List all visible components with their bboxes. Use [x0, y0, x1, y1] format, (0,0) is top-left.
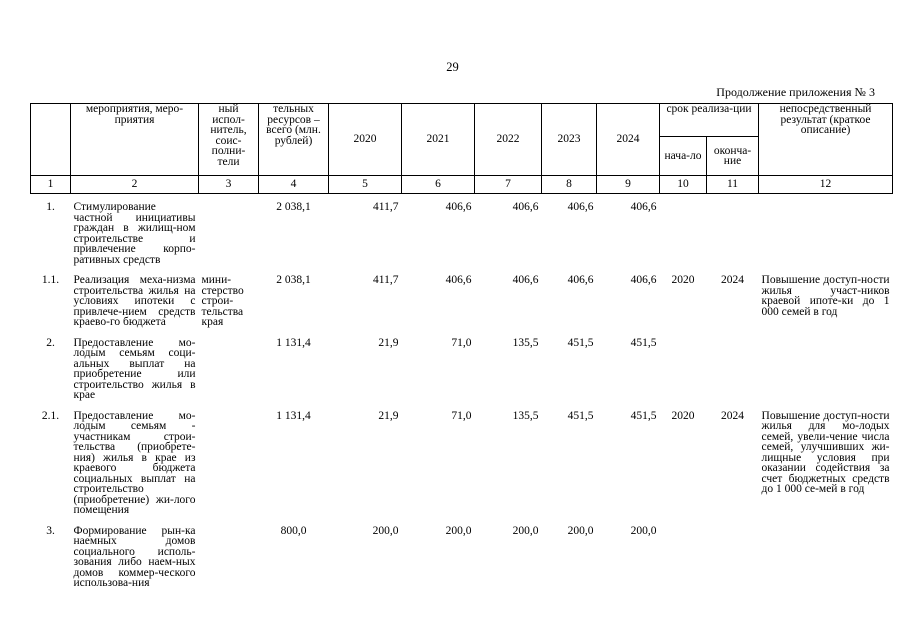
value-2024: 200,0 — [630, 524, 657, 537]
header-executor: ный испол-нитель, соис-полни-тели — [199, 104, 259, 176]
value-2020: 411,7 — [373, 201, 399, 213]
value-2022: 200,0 — [512, 524, 539, 537]
value-2023: 451,5 — [567, 336, 594, 349]
measure-name: Стимулирование частной инициативы граждан в жилищ-ном строительстве и привлечение корпо-ративных средств — [73, 201, 196, 266]
header-measure-name: мероприятия, меро-приятия — [71, 104, 199, 176]
column-number: 11 — [707, 176, 759, 194]
column-number: 12 — [759, 176, 893, 194]
value-2024: 451,5 — [630, 336, 657, 349]
continuation-label: Продолжение приложения № 3 — [716, 85, 875, 99]
total-value: 800,0 — [280, 524, 307, 537]
column-number: 3 — [199, 176, 259, 194]
total-value: 2 038,1 — [276, 274, 311, 286]
row-number: 3. — [46, 524, 55, 537]
table-row — [31, 275, 893, 328]
column-number: 1 — [31, 176, 71, 194]
value-2020: 200,0 — [372, 524, 399, 537]
value-2023: 406,6 — [567, 201, 594, 213]
column-number: 2 — [71, 176, 199, 194]
value-2022: 406,6 — [512, 201, 539, 213]
header-year-2022: 2022 — [475, 104, 542, 176]
start-year — [660, 338, 707, 401]
end-year — [707, 338, 759, 401]
measure-name: Реализация меха-низма строительства жилья на условиях ипотеки с привлече-нием средств краево-го бюджета — [73, 274, 196, 328]
table-row — [31, 411, 893, 516]
header-total-resources: тельных ресурсов – всего (млн. рублей) — [259, 104, 329, 176]
table-row — [31, 526, 893, 589]
value-2020: 411,7 — [373, 274, 399, 286]
result-description — [759, 202, 893, 265]
column-number: 8 — [542, 176, 597, 194]
total-value: 2 038,1 — [276, 201, 311, 213]
page-number: 29 — [446, 60, 459, 74]
table-row — [31, 202, 893, 265]
header-year-2020: 2020 — [329, 104, 402, 176]
header-year-2024: 2024 — [597, 104, 660, 176]
column-number: 4 — [259, 176, 329, 194]
table-row — [31, 338, 893, 401]
start-year: 2020 — [671, 409, 695, 422]
value-2021: 200,0 — [445, 524, 472, 537]
value-2023: 406,6 — [567, 274, 594, 286]
row-number: 1.1. — [41, 274, 60, 286]
row-number: 2.1. — [41, 409, 60, 422]
result-description — [759, 526, 893, 589]
end-year: 2024 — [721, 274, 744, 286]
program-table — [30, 103, 893, 589]
header-term: срок реализа-ции — [660, 104, 759, 137]
end-year — [707, 202, 759, 265]
executor — [199, 338, 259, 401]
start-year — [660, 526, 707, 589]
result-description — [759, 338, 893, 401]
header-cell-1 — [31, 104, 71, 176]
executor — [199, 411, 259, 516]
executor — [199, 526, 259, 589]
result-description: Повышение доступ-ности жилья участ-ников краевой ипоте-ки до 1 000 семей в год — [761, 274, 890, 318]
column-number: 6 — [402, 176, 475, 194]
value-2023: 200,0 — [567, 524, 594, 537]
value-2022: 406,6 — [512, 274, 539, 286]
executor — [199, 202, 259, 265]
end-year: 2024 — [721, 409, 744, 422]
column-number: 7 — [475, 176, 542, 194]
end-year — [707, 526, 759, 589]
column-number-row — [31, 176, 893, 194]
result-description: Повышение доступ-ности жилья для мо-лодых семей, увели-чение числа семей, улучшивших жи-лищные условия при оказании содействия за счет бюджетных средств до 1 000 се-мей в год — [761, 409, 890, 495]
measure-name: Формирование рын-ка наемных домов социального исполь-зования либо наем-ных домов коммер-ческого использова-ния — [73, 524, 196, 589]
header-year-2023: 2023 — [542, 104, 597, 176]
total-value: 1 131,4 — [276, 336, 311, 349]
value-2021: 406,6 — [445, 201, 472, 213]
row-number: 1. — [46, 201, 55, 213]
measure-name: Предоставление мо-лодым семьям соци-альных выплат на приобретение или строительство жилья в крае — [73, 336, 196, 401]
value-2024: 406,6 — [630, 274, 657, 286]
value-2022: 135,5 — [512, 336, 539, 349]
header-year-2021: 2021 — [402, 104, 475, 176]
start-year — [660, 202, 707, 265]
column-number: 5 — [329, 176, 402, 194]
measure-name: Предоставление мо-лодым семьям - участникам строи-тельства (приобрете-ния) жилья в крае из краевого бюджета социальных выплат на строительство (приобретение) жи-лого помещения — [73, 409, 196, 516]
row-number: 2. — [46, 336, 55, 349]
value-2024: 451,5 — [630, 409, 657, 422]
value-2024: 406,6 — [630, 201, 657, 213]
header-end: оконча-ние — [707, 137, 759, 176]
column-number: 9 — [597, 176, 660, 194]
total-value: 1 131,4 — [276, 409, 311, 422]
start-year: 2020 — [671, 274, 695, 286]
value-2020: 21,9 — [378, 336, 399, 349]
value-2021: 71,0 — [451, 409, 472, 422]
header-start: нача-ло — [660, 137, 707, 176]
column-number: 10 — [660, 176, 707, 194]
table-header-row-1 — [31, 104, 893, 137]
value-2023: 451,5 — [567, 409, 594, 422]
value-2021: 71,0 — [451, 336, 472, 349]
value-2021: 406,6 — [445, 274, 472, 286]
header-result: непосредственный результат (краткое описание) — [759, 104, 893, 176]
value-2022: 135,5 — [512, 409, 539, 422]
executor: мини-стерство строи-тельства края — [201, 274, 244, 328]
value-2020: 21,9 — [378, 409, 399, 422]
